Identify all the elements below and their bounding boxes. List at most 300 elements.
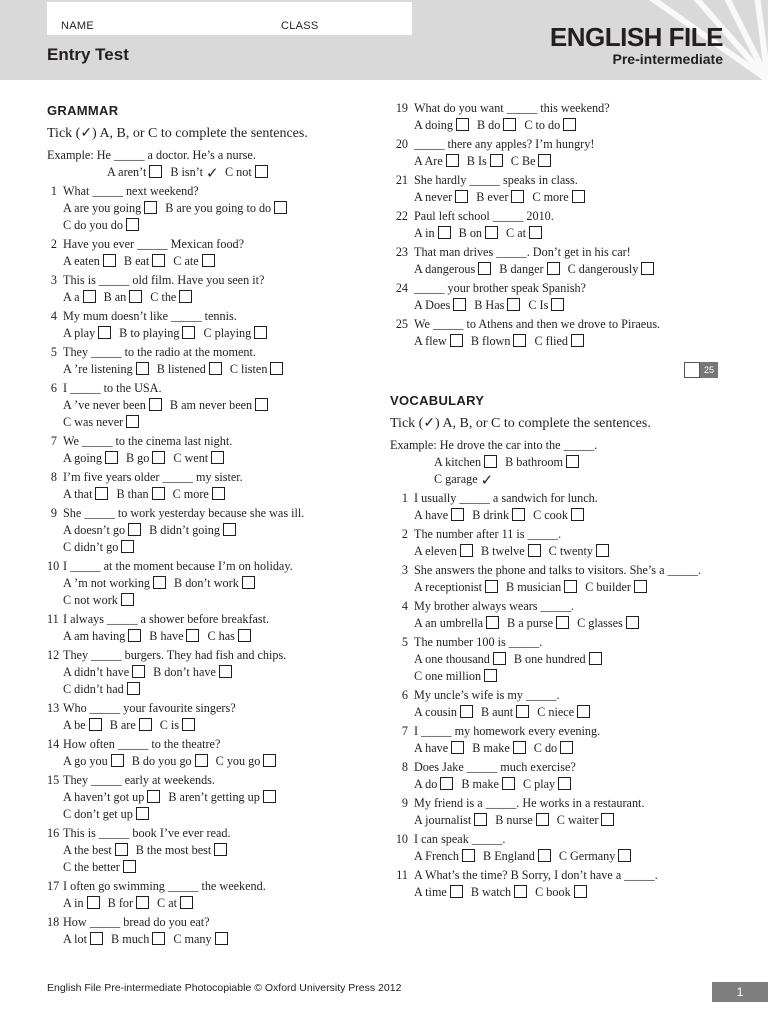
answer-option <box>535 885 587 899</box>
answer-checkbox[interactable] <box>601 813 614 826</box>
answer-checkbox[interactable] <box>641 262 654 275</box>
answer-checkbox[interactable] <box>502 777 515 790</box>
answer-checkbox[interactable] <box>453 298 466 311</box>
answer-checkbox[interactable] <box>577 705 590 718</box>
answer-option-label: A go you <box>63 754 108 768</box>
answer-checkbox[interactable] <box>136 362 149 375</box>
answer-option <box>124 254 165 268</box>
question-number: 14 <box>47 737 60 751</box>
question-number: 18 <box>47 915 60 929</box>
answer-options <box>47 397 377 431</box>
answer-option <box>174 576 255 590</box>
answer-checkbox[interactable] <box>149 398 162 411</box>
answer-checkbox[interactable] <box>511 190 524 203</box>
answer-option <box>63 362 149 376</box>
question-number: 9 <box>50 506 57 520</box>
answer-checkbox[interactable] <box>270 362 283 375</box>
question-item <box>47 825 377 876</box>
question-number: 6 <box>401 688 408 702</box>
answer-option <box>111 932 165 946</box>
answer-option-label: A a <box>63 290 80 304</box>
answer-option <box>63 718 102 732</box>
answer-option <box>414 190 468 204</box>
answer-checkbox[interactable] <box>136 896 149 909</box>
answer-checkbox[interactable] <box>152 932 165 945</box>
answer-option-label: B to playing <box>119 326 180 340</box>
answer-option <box>63 807 149 821</box>
answer-option-label: B bathroom <box>505 455 563 469</box>
vocabulary-example <box>390 437 730 488</box>
answer-checkbox[interactable] <box>485 226 498 239</box>
answer-checkbox[interactable] <box>89 718 102 731</box>
question-text: We _____ to the cinema last night. <box>63 434 233 448</box>
answer-option-label: B ever <box>476 190 509 204</box>
question-item <box>390 280 730 314</box>
answer-option <box>414 580 498 594</box>
answer-option-label: B aunt <box>481 705 514 719</box>
answer-option <box>495 813 549 827</box>
answer-checkbox[interactable] <box>98 326 111 339</box>
question-item <box>390 634 730 685</box>
answer-options <box>390 704 730 721</box>
answer-checkbox[interactable] <box>474 813 487 826</box>
grammar-questions-19-25 <box>390 100 730 350</box>
answer-option-label: B listened <box>156 362 206 376</box>
answer-option <box>507 616 569 630</box>
answer-checkbox[interactable] <box>132 665 145 678</box>
question-item <box>390 759 730 793</box>
answer-option-label: C the better <box>63 860 120 874</box>
answer-options <box>390 153 730 170</box>
answer-checkbox[interactable] <box>451 741 464 754</box>
answer-options <box>47 361 377 378</box>
answer-checkbox[interactable] <box>634 580 647 593</box>
score-entry-box[interactable] <box>684 362 700 378</box>
answer-checkbox[interactable] <box>503 118 516 131</box>
question-item <box>47 505 377 556</box>
answer-checkbox[interactable] <box>214 843 227 856</box>
answer-checkbox[interactable] <box>182 326 195 339</box>
answer-options <box>47 789 377 823</box>
answer-options <box>390 261 730 278</box>
answer-option-label: B flown <box>470 334 511 348</box>
answer-checkbox[interactable] <box>149 165 162 178</box>
answer-checkbox[interactable] <box>242 576 255 589</box>
answer-checkbox[interactable] <box>195 754 208 767</box>
answer-option-label: C play <box>522 777 556 791</box>
question-item <box>390 867 730 901</box>
answer-checkbox[interactable] <box>211 451 224 464</box>
question-item <box>47 236 377 270</box>
answer-option-label: B watch <box>470 885 512 899</box>
answer-option-label: B the most best <box>135 843 212 857</box>
answer-checkbox[interactable] <box>514 885 527 898</box>
question-item <box>390 687 730 721</box>
answer-checkbox[interactable] <box>564 580 577 593</box>
answer-checkbox[interactable] <box>446 154 459 167</box>
answer-checkbox[interactable] <box>115 843 128 856</box>
answer-option <box>63 254 116 268</box>
answer-checkbox[interactable] <box>263 754 276 767</box>
answer-options <box>390 543 730 560</box>
question-text: I’m five years older _____ my sister. <box>63 470 243 484</box>
answer-option <box>434 455 497 469</box>
question-text: That man drives _____. Don’t get in his car! <box>414 245 631 259</box>
answer-options <box>47 486 377 503</box>
question-number: 2 <box>401 527 408 541</box>
answer-checkbox[interactable] <box>556 616 569 629</box>
answer-option-label: C went <box>173 451 209 465</box>
question-item <box>390 562 730 596</box>
answer-option-label: C dangerously <box>567 262 639 276</box>
answer-option <box>225 165 268 179</box>
answer-checkbox[interactable] <box>571 334 584 347</box>
answer-checkbox[interactable] <box>451 508 464 521</box>
answer-checkbox[interactable] <box>547 262 560 275</box>
grammar-score-box <box>684 362 718 378</box>
answer-checkbox[interactable] <box>238 629 251 642</box>
answer-option-label: C builder <box>585 580 631 594</box>
answer-checkbox[interactable] <box>153 576 166 589</box>
question-number: 3 <box>401 563 408 577</box>
answer-option-label: B didn’t going <box>149 523 220 537</box>
answer-options <box>47 895 377 912</box>
answer-option-label: A flew <box>414 334 447 348</box>
answer-option-label: C at <box>506 226 527 240</box>
answer-checkbox[interactable] <box>516 705 529 718</box>
question-number: 4 <box>50 309 57 323</box>
answer-checkbox[interactable] <box>103 254 116 267</box>
answer-checkbox[interactable] <box>128 629 141 642</box>
answer-option <box>534 334 584 348</box>
answer-option-label: B for <box>107 896 134 910</box>
answer-options <box>390 297 730 314</box>
question-number: 24 <box>395 281 408 295</box>
answer-checkbox[interactable] <box>484 455 497 468</box>
answer-options <box>390 740 730 757</box>
answer-option-label: C ate <box>173 254 199 268</box>
answer-checkbox[interactable] <box>274 201 287 214</box>
answer-option-label: B on <box>458 226 483 240</box>
answer-option-label: C more <box>172 487 209 501</box>
answer-option-label: C don’t get up <box>63 807 133 821</box>
answer-options <box>390 884 730 901</box>
answer-option-label: A French <box>414 849 460 863</box>
question-text: Does Jake _____ much exercise? <box>414 760 576 774</box>
question-item <box>390 598 730 632</box>
answer-option-label: C Germany <box>558 849 616 863</box>
answer-option <box>173 487 225 501</box>
answer-option <box>506 580 577 594</box>
question-text: _____ your brother speak Spanish? <box>414 281 586 295</box>
answer-option-label: B danger <box>499 262 544 276</box>
question-item <box>47 558 377 609</box>
answer-checkbox[interactable] <box>179 290 192 303</box>
answer-checkbox[interactable] <box>596 544 609 557</box>
answer-option <box>173 254 214 268</box>
answer-option <box>414 226 451 240</box>
answer-option <box>532 190 584 204</box>
answer-option <box>216 754 277 768</box>
answer-option-label: A am having <box>63 629 126 643</box>
answer-option <box>414 544 473 558</box>
question-text: This is _____ book I’ve ever read. <box>63 826 231 840</box>
answer-checkbox[interactable] <box>560 741 573 754</box>
answer-option-label: A ’re listening <box>63 362 133 376</box>
answer-checkbox[interactable] <box>152 487 165 500</box>
answer-option-label: B Has <box>474 298 505 312</box>
answer-option <box>414 741 464 755</box>
answer-checkbox[interactable] <box>566 455 579 468</box>
answer-checkbox[interactable] <box>147 790 160 803</box>
question-number: 21 <box>395 173 408 187</box>
answer-option-label: C was never <box>63 415 124 429</box>
answer-checkbox[interactable] <box>87 896 100 909</box>
answer-options <box>47 575 377 609</box>
answer-checkbox[interactable] <box>551 298 564 311</box>
answer-checkbox[interactable] <box>485 580 498 593</box>
answer-checkbox[interactable]: ✓ <box>206 166 219 182</box>
answer-option-label: A doing <box>414 118 453 132</box>
answer-checkbox[interactable] <box>618 849 631 862</box>
answer-checkbox[interactable] <box>572 190 585 203</box>
answer-checkbox[interactable] <box>512 508 525 521</box>
question-text: The number after 11 is _____. <box>414 527 562 541</box>
answer-checkbox[interactable] <box>255 398 268 411</box>
answer-option-label: A that <box>63 487 93 501</box>
answer-checkbox[interactable] <box>105 451 118 464</box>
answer-option-label: B am never been <box>169 398 253 412</box>
answer-checkbox[interactable] <box>558 777 571 790</box>
answer-checkbox[interactable] <box>219 665 232 678</box>
question-number: 15 <box>47 773 60 787</box>
answer-checkbox[interactable] <box>255 165 268 178</box>
answer-checkbox[interactable] <box>438 226 451 239</box>
answer-checkbox[interactable] <box>529 226 542 239</box>
answer-checkbox[interactable] <box>493 652 506 665</box>
answer-checkbox[interactable] <box>507 298 520 311</box>
answer-option <box>559 849 632 863</box>
answer-option-label: A be <box>63 718 86 732</box>
answer-checkbox[interactable] <box>202 254 215 267</box>
answer-checkbox[interactable] <box>180 896 193 909</box>
answer-checkbox[interactable] <box>90 932 103 945</box>
answer-checkbox[interactable] <box>121 540 134 553</box>
answer-option <box>63 790 160 804</box>
answer-checkbox[interactable] <box>254 326 267 339</box>
question-item <box>47 736 377 770</box>
answer-checkbox[interactable] <box>123 860 136 873</box>
question-item <box>47 611 377 645</box>
answer-checkbox[interactable] <box>126 415 139 428</box>
answer-option-label: B do <box>476 118 501 132</box>
answer-option <box>63 843 128 857</box>
answer-checkbox[interactable] <box>484 669 497 682</box>
answer-option <box>499 262 559 276</box>
question-item <box>47 469 377 503</box>
answer-checkbox[interactable] <box>215 932 228 945</box>
answer-options <box>390 189 730 206</box>
answer-option-label: A are you going <box>63 201 142 215</box>
answer-option <box>472 741 526 755</box>
answer-checkbox[interactable] <box>456 118 469 131</box>
answer-checkbox[interactable] <box>574 885 587 898</box>
answer-option-label: B drink <box>472 508 510 522</box>
question-number: 5 <box>401 635 408 649</box>
answer-checkbox[interactable]: ✓ <box>480 473 494 489</box>
answer-checkbox[interactable] <box>263 790 276 803</box>
question-number: 10 <box>47 559 60 573</box>
answer-option <box>63 754 124 768</box>
answer-checkbox[interactable] <box>478 262 491 275</box>
answer-checkbox[interactable] <box>450 885 463 898</box>
answer-checkbox[interactable] <box>129 290 142 303</box>
answer-checkbox[interactable] <box>450 334 463 347</box>
answer-option <box>549 544 609 558</box>
answer-option <box>160 718 195 732</box>
question-text: She answers the phone and talks to visitors. She’s a _____. <box>414 563 702 577</box>
question-text: I usually _____ a sandwich for lunch. <box>414 491 598 505</box>
answer-option-label: B twelve <box>480 544 525 558</box>
answer-checkbox[interactable] <box>209 362 222 375</box>
answer-checkbox[interactable] <box>223 523 236 536</box>
answer-checkbox[interactable] <box>440 777 453 790</box>
answer-option-label: B aren’t getting up <box>168 790 260 804</box>
answer-option <box>474 298 520 312</box>
question-item <box>47 878 377 912</box>
question-text: My brother always wears _____. <box>414 599 575 613</box>
answer-option <box>63 487 108 501</box>
answer-option-label: B one hundred <box>513 652 586 666</box>
answer-checkbox[interactable] <box>455 190 468 203</box>
answer-option <box>414 334 463 348</box>
answer-option-label: B a purse <box>507 616 554 630</box>
question-item <box>390 244 730 278</box>
score-total: 25 <box>700 362 718 378</box>
answer-option <box>63 576 166 590</box>
answer-option <box>414 118 469 132</box>
question-text: My mum doesn’t like _____ tennis. <box>63 309 237 323</box>
answer-option-label: C twenty <box>548 544 594 558</box>
answer-option-label: B are <box>109 718 136 732</box>
answer-option-label: B eat <box>123 254 150 268</box>
answer-checkbox[interactable] <box>460 544 473 557</box>
answer-option <box>505 455 579 469</box>
answer-option-label: A ’m not working <box>63 576 151 590</box>
vocabulary-questions <box>390 490 730 901</box>
answer-checkbox[interactable] <box>139 718 152 731</box>
question-number: 22 <box>395 209 408 223</box>
question-text: They _____ burgers. They had fish and chips. <box>63 648 287 662</box>
question-number: 9 <box>401 796 408 810</box>
answer-checkbox[interactable] <box>536 813 549 826</box>
question-number: 7 <box>401 724 408 738</box>
question-text: I always _____ a shower before breakfast. <box>63 612 270 626</box>
answer-checkbox[interactable] <box>513 334 526 347</box>
answer-checkbox[interactable] <box>571 508 584 521</box>
answer-option-label: C do you do <box>63 218 123 232</box>
answer-option-label: C book <box>535 885 571 899</box>
answer-option <box>63 218 139 232</box>
answer-option <box>108 896 149 910</box>
answer-checkbox[interactable] <box>589 652 602 665</box>
answer-checkbox[interactable] <box>136 807 149 820</box>
answer-options <box>390 333 730 350</box>
example-label: Example: <box>47 148 94 162</box>
answer-option <box>157 896 193 910</box>
answer-checkbox[interactable] <box>121 593 134 606</box>
answer-checkbox[interactable] <box>152 451 165 464</box>
answer-checkbox[interactable] <box>460 705 473 718</box>
answer-checkbox[interactable] <box>144 201 157 214</box>
answer-option <box>63 932 103 946</box>
answer-checkbox[interactable] <box>212 487 225 500</box>
question-text: I _____ my homework every evening. <box>414 724 601 738</box>
answer-checkbox[interactable] <box>128 523 141 536</box>
question-item <box>47 344 377 378</box>
answer-option <box>472 508 525 522</box>
answer-checkbox[interactable] <box>152 254 165 267</box>
question-item <box>47 914 377 948</box>
answer-option-label: C do <box>533 741 558 755</box>
answer-option <box>63 682 140 696</box>
answer-option <box>136 843 228 857</box>
question-text: We _____ to Athens and then we drove to Piraeus. <box>414 317 661 331</box>
answer-checkbox[interactable] <box>126 218 139 231</box>
answer-option-label: A dangerous <box>414 262 476 276</box>
answer-option <box>459 226 498 240</box>
answer-checkbox[interactable] <box>538 154 551 167</box>
question-number: 20 <box>395 137 408 151</box>
answer-checkbox[interactable] <box>182 718 195 731</box>
question-item <box>47 183 377 234</box>
answer-option <box>557 813 615 827</box>
answer-checkbox[interactable] <box>486 616 499 629</box>
answer-option-label: B do you go <box>131 754 192 768</box>
answer-checkbox[interactable] <box>528 544 541 557</box>
answer-checkbox[interactable] <box>563 118 576 131</box>
answer-checkbox[interactable] <box>83 290 96 303</box>
answer-option <box>461 777 515 791</box>
grammar-example <box>47 147 377 181</box>
answer-checkbox[interactable] <box>513 741 526 754</box>
question-number: 4 <box>401 599 408 613</box>
answer-option-label: C at <box>157 896 178 910</box>
question-text: A What’s the time? B Sorry, I don’t have a _____. <box>414 868 658 882</box>
answer-checkbox[interactable] <box>127 682 140 695</box>
class-label: CLASS <box>281 20 319 32</box>
answer-checkbox[interactable] <box>186 629 199 642</box>
answer-checkbox[interactable] <box>626 616 639 629</box>
answer-option-label: C didn’t had <box>63 682 124 696</box>
answer-option-label: A eaten <box>63 254 100 268</box>
answer-option-label: A never <box>414 190 453 204</box>
answer-checkbox[interactable] <box>95 487 108 500</box>
answer-checkbox[interactable] <box>462 849 475 862</box>
answer-checkbox[interactable] <box>490 154 503 167</box>
answer-option <box>63 326 111 340</box>
answer-checkbox[interactable] <box>538 849 551 862</box>
question-item <box>390 316 730 350</box>
answer-options <box>47 450 377 467</box>
answer-option <box>63 451 118 465</box>
answer-option <box>173 932 227 946</box>
example-text: He _____ a doctor. He’s a nurse. <box>96 148 256 162</box>
answer-checkbox[interactable] <box>111 754 124 767</box>
question-number: 16 <box>47 826 60 840</box>
example-text: He drove the car into the _____. <box>439 438 598 452</box>
answer-option <box>534 741 573 755</box>
